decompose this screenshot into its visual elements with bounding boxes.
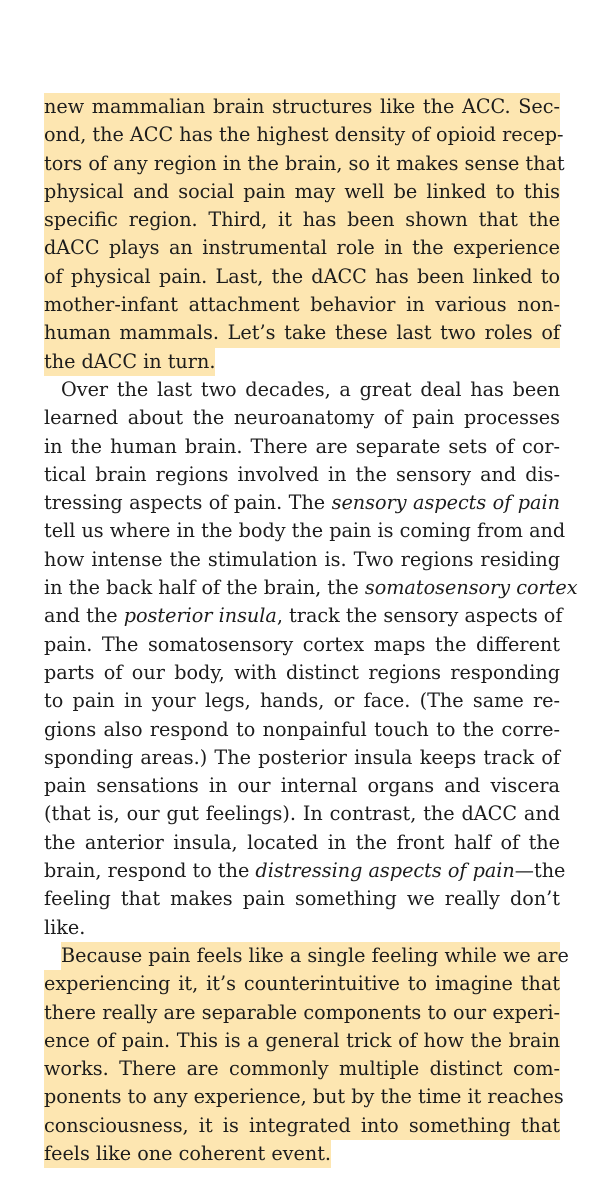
text-run: ponents to any experience, but by the time it reaches bbox=[44, 1085, 564, 1109]
text-line bbox=[44, 546, 560, 574]
text-run: feels like one coherent event. bbox=[44, 1141, 332, 1165]
text-run: tical brain regions involved in the sensory and dis- bbox=[44, 462, 560, 486]
text-run: in the human brain. There are separate sets of cor- bbox=[44, 434, 560, 458]
text-run: new mammalian brain structures like the ACC. Sec- bbox=[44, 95, 560, 118]
text-run: dACC plays an instrumental role in the experience bbox=[44, 236, 560, 260]
text-line bbox=[44, 772, 560, 800]
text-line bbox=[44, 517, 566, 545]
text-line bbox=[44, 150, 565, 178]
text-line bbox=[44, 744, 560, 772]
text-line bbox=[44, 178, 560, 206]
text-run: , track the sensory aspects of bbox=[276, 604, 563, 628]
text-line bbox=[44, 885, 560, 913]
text-line bbox=[44, 291, 560, 319]
text-run: to pain in your legs, hands, or face. (The same re- bbox=[44, 689, 560, 713]
text-line bbox=[44, 999, 560, 1027]
text-line bbox=[44, 829, 560, 857]
text-line bbox=[44, 574, 578, 602]
text-run: tressing aspects of pain. The bbox=[44, 491, 332, 515]
text-line bbox=[44, 461, 560, 489]
text-run: parts of our body, with distinct regions responding bbox=[44, 660, 560, 684]
text-run: and the bbox=[44, 604, 124, 628]
highlighted-paragraph bbox=[44, 93, 565, 376]
text-run: ond, the ACC has the highest density of opioid recep- bbox=[44, 123, 564, 147]
text-run: ence of pain. This is a general trick of how the brain bbox=[44, 1028, 560, 1052]
text-run: pain. The somatosensory cortex maps the different bbox=[44, 632, 560, 656]
text-run: human mammals. Let’s take these last two roles of bbox=[44, 321, 560, 345]
text-run: how intense the stimulation is. Two regions residing bbox=[44, 547, 560, 571]
text-run: (that is, our gut feelings). In contrast, the dACC and bbox=[44, 802, 560, 826]
text-line bbox=[44, 376, 560, 404]
text-run: in the back half of the brain, the bbox=[44, 576, 365, 600]
text-line bbox=[44, 857, 566, 885]
text-line bbox=[44, 93, 560, 121]
italic-term: distressing aspects of pain bbox=[255, 859, 515, 883]
italic-term: posterior insula bbox=[123, 604, 277, 628]
text-run: like. bbox=[44, 915, 86, 939]
text-run: gions also respond to nonpainful touch to the corre- bbox=[44, 717, 560, 741]
text-run: Over the last two decades, a great deal has been bbox=[61, 377, 560, 401]
text-line bbox=[44, 800, 560, 828]
text-run: —the bbox=[514, 859, 566, 883]
text-run: experiencing it, it’s counterintuitive to imagine that bbox=[44, 972, 560, 996]
text-line bbox=[44, 404, 560, 432]
text-line bbox=[44, 348, 215, 376]
paragraph bbox=[44, 376, 578, 942]
text-run: Because pain feels like a single feeling while we are bbox=[61, 943, 569, 967]
text-run: specific region. Third, it has been shown that the bbox=[44, 208, 560, 232]
text-line bbox=[44, 659, 560, 687]
text-run: there really are separable components to our experi- bbox=[44, 1000, 560, 1024]
text-line bbox=[44, 1140, 331, 1168]
highlighted-paragraph bbox=[44, 942, 569, 1168]
text-run: physical and social pain may well be linked to this bbox=[44, 179, 560, 203]
body-text bbox=[44, 93, 578, 1168]
text-run: works. There are commonly multiple distinct com- bbox=[44, 1057, 560, 1081]
text-line bbox=[44, 1083, 564, 1111]
text-run: the dACC in turn. bbox=[44, 349, 216, 373]
italic-term: somatosensory cortex bbox=[364, 576, 578, 600]
text-run: tors of any region in the brain, so it makes sense that bbox=[44, 151, 565, 175]
text-line bbox=[44, 206, 560, 234]
text-line bbox=[44, 121, 564, 149]
text-line bbox=[44, 716, 560, 744]
text-line bbox=[44, 1027, 560, 1055]
text-line bbox=[44, 1055, 560, 1083]
text-line bbox=[44, 687, 560, 715]
text-line bbox=[44, 263, 560, 291]
text-line bbox=[44, 1112, 560, 1140]
text-run: sponding areas.) The posterior insula keeps track of bbox=[44, 745, 560, 769]
text-line bbox=[44, 942, 569, 970]
text-run: pain sensations in our internal organs and viscera bbox=[44, 774, 560, 798]
text-line bbox=[44, 631, 560, 659]
text-line bbox=[44, 234, 560, 262]
text-run: the anterior insula, located in the front half of the bbox=[44, 830, 560, 854]
text-run: mother-infant attachment behavior in various non- bbox=[44, 293, 560, 317]
text-line bbox=[44, 914, 560, 942]
text-run: feeling that makes pain something we really don’t bbox=[44, 887, 560, 911]
text-line bbox=[44, 319, 560, 347]
text-line bbox=[44, 433, 560, 461]
text-run: of physical pain. Last, the dACC has been linked to bbox=[44, 264, 560, 288]
text-run: learned about the neuroanatomy of pain processes bbox=[44, 406, 560, 430]
text-line bbox=[44, 489, 560, 517]
text-run: consciousness, it is integrated into something that bbox=[44, 1113, 560, 1137]
text-run: brain, respond to the bbox=[44, 859, 256, 883]
text-run: tell us where in the body the pain is coming from and bbox=[44, 519, 566, 543]
text-line bbox=[44, 970, 560, 998]
text-line bbox=[44, 602, 563, 630]
italic-term: sensory aspects of pain bbox=[331, 491, 560, 515]
